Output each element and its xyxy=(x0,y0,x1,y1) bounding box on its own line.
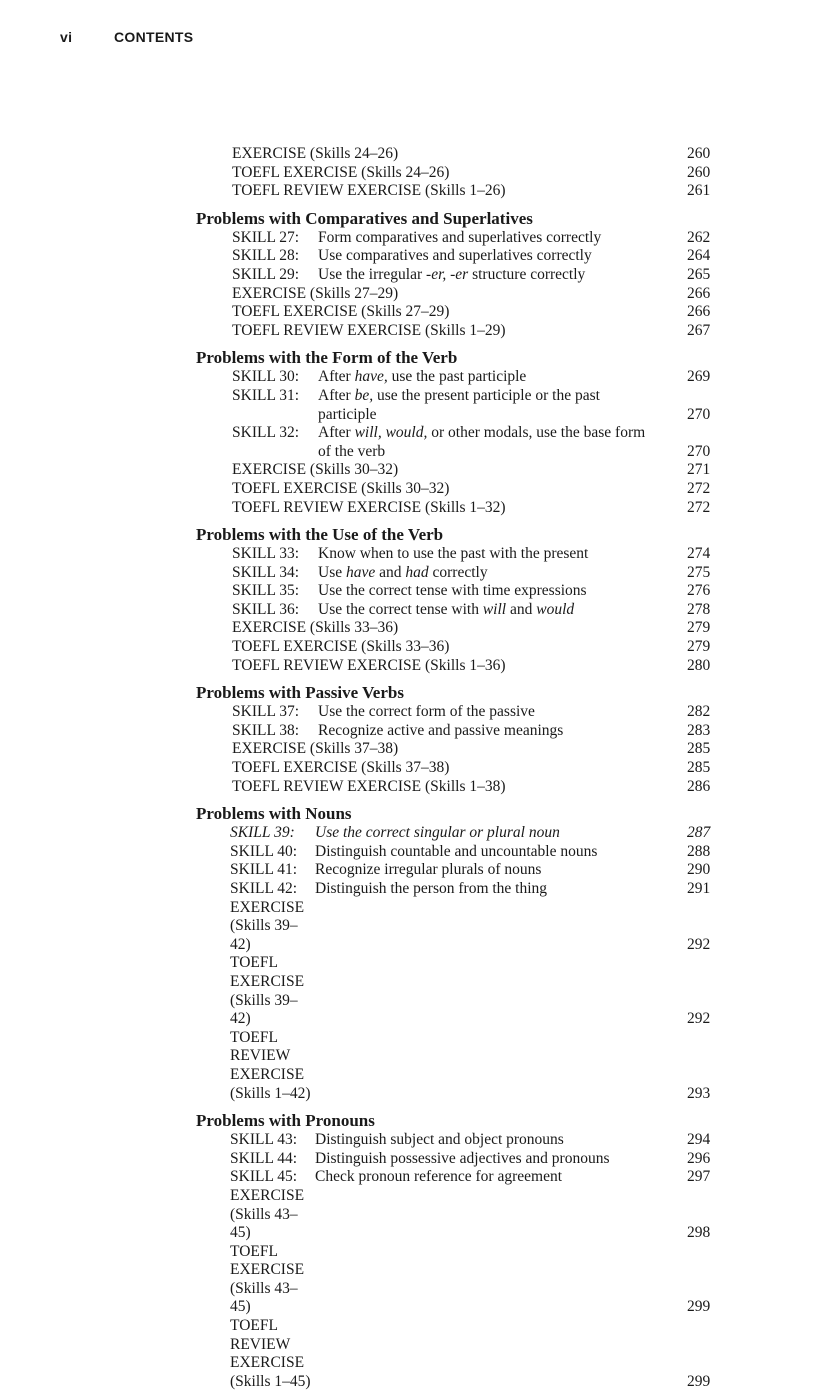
entry-label: SKILL 30: xyxy=(232,368,300,386)
entry-label: TOEFL EXERCISE (Skills 43–45) xyxy=(230,1242,305,1316)
toc-section xyxy=(196,803,736,1103)
entry-text: Recognize irregular plurals of nouns xyxy=(315,861,542,879)
toc-entry[interactable] xyxy=(196,480,736,499)
toc-entry[interactable] xyxy=(196,582,736,601)
entry-text: Distinguish possessive adjectives and pronouns xyxy=(315,1149,610,1167)
section-title[interactable]: Problems with Nouns xyxy=(196,804,352,824)
entry-page-number: 262 xyxy=(687,228,711,246)
entry-page-number: 261 xyxy=(687,182,711,200)
entry-label: TOEFL EXERCISE (Skills 39–42) xyxy=(230,954,305,1028)
entry-text: Check pronoun reference for agreement xyxy=(315,1168,563,1186)
toc-entry[interactable] xyxy=(196,1168,736,1187)
entry-text: Distinguish countable and uncountable nouns xyxy=(315,842,598,860)
entry-label: SKILL 44: xyxy=(230,1149,298,1167)
entry-text: Use have and had correctly xyxy=(318,563,488,581)
toc-entry[interactable] xyxy=(196,657,736,676)
entry-page-number: 292 xyxy=(687,935,711,953)
toc-entry[interactable] xyxy=(196,843,736,862)
entry-label: SKILL 29: xyxy=(232,265,300,283)
entry-label: SKILL 28: xyxy=(232,247,300,265)
entry-page-number: 297 xyxy=(687,1168,711,1186)
toc-entry[interactable] xyxy=(196,229,736,248)
toc-entry[interactable] xyxy=(196,880,736,899)
entry-page-number: 286 xyxy=(687,777,711,795)
toc-section xyxy=(196,208,736,341)
entry-page-number: 290 xyxy=(687,861,711,879)
toc-entry[interactable] xyxy=(196,461,736,480)
entry-label: SKILL 33: xyxy=(232,545,300,563)
entry-text: Use the irregular -er, -er structure correctly xyxy=(318,265,586,283)
toc-entry[interactable] xyxy=(196,899,736,955)
toc-entry[interactable] xyxy=(196,1029,736,1103)
entry-label: TOEFL EXERCISE (Skills 33–36) xyxy=(232,638,450,656)
entry-label: EXERCISE (Skills 27–29) xyxy=(232,284,399,302)
toc-section xyxy=(196,682,736,796)
entry-page-number: 278 xyxy=(687,600,711,618)
entry-label: TOEFL EXERCISE (Skills 24–26) xyxy=(232,163,450,181)
entry-label: TOEFL REVIEW EXERCISE (Skills 1–36) xyxy=(232,656,506,674)
entry-label: EXERCISE (Skills 33–36) xyxy=(232,619,399,637)
toc-entry[interactable] xyxy=(196,601,736,620)
entry-page-number: 299 xyxy=(687,1372,711,1390)
entry-label: EXERCISE (Skills 37–38) xyxy=(232,740,399,758)
entry-text: Form comparatives and superlatives correctly xyxy=(318,228,602,246)
entry-label: TOEFL REVIEW EXERCISE (Skills 1–45) xyxy=(230,1317,311,1390)
entry-label: TOEFL REVIEW EXERCISE (Skills 1–38) xyxy=(232,777,506,795)
toc-section xyxy=(196,347,736,517)
entry-label: TOEFL REVIEW EXERCISE (Skills 1–26) xyxy=(232,182,506,200)
entry-text: Distinguish the person from the thing xyxy=(315,880,548,897)
entry-label: SKILL 40: xyxy=(230,842,298,860)
entry-page-number: 267 xyxy=(687,321,711,339)
entry-page-number: 292 xyxy=(687,1010,711,1028)
page-number: vi xyxy=(60,29,73,45)
entry-page-number: 264 xyxy=(687,247,711,265)
entry-text: Know when to use the past with the present xyxy=(318,545,589,563)
toc-entry[interactable] xyxy=(196,424,736,461)
toc-entry[interactable] xyxy=(196,703,736,722)
section-title[interactable]: Problems with Comparatives and Superlatives xyxy=(196,208,533,228)
entry-label: SKILL 36: xyxy=(232,600,300,618)
entry-label: SKILL 42: xyxy=(230,880,298,897)
entry-page-number: 270 xyxy=(687,442,711,460)
toc-entry[interactable] xyxy=(196,1243,736,1317)
entry-page-number: 293 xyxy=(687,1084,711,1102)
toc-entry[interactable] xyxy=(196,564,736,583)
entry-label: EXERCISE (Skills 24–26) xyxy=(232,145,399,162)
toc-entry[interactable] xyxy=(196,182,736,201)
header-title: CONTENTS xyxy=(114,29,194,45)
entry-label: EXERCISE (Skills 30–32) xyxy=(232,461,399,479)
toc-entry[interactable] xyxy=(196,954,736,1028)
entry-label: TOEFL EXERCISE (Skills 37–38) xyxy=(232,759,450,777)
entry-label: SKILL 34: xyxy=(232,563,300,581)
entry-label: TOEFL REVIEW EXERCISE (Skills 1–32) xyxy=(232,498,506,516)
entry-page-number: 291 xyxy=(687,880,711,897)
toc-entry[interactable] xyxy=(196,164,736,183)
entry-label: SKILL 32: xyxy=(232,424,300,442)
toc-entry[interactable] xyxy=(196,145,736,164)
entry-page-number: 285 xyxy=(687,740,711,758)
entry-page-number: 265 xyxy=(687,265,711,283)
toc-entry[interactable] xyxy=(196,1131,736,1150)
entry-page-number: 296 xyxy=(687,1149,711,1167)
entry-page-number: 260 xyxy=(687,145,711,162)
entry-label: SKILL 41: xyxy=(230,861,298,879)
toc-entry[interactable] xyxy=(196,778,736,797)
entry-page-number: 294 xyxy=(687,1131,711,1149)
toc-entry[interactable] xyxy=(196,387,736,424)
section-title[interactable]: Problems with Passive Verbs xyxy=(196,683,404,703)
toc-entry[interactable] xyxy=(196,266,736,285)
entry-page-number: 260 xyxy=(687,163,711,181)
entry-label: SKILL 39: xyxy=(230,824,295,842)
entry-label: SKILL 45: xyxy=(230,1168,298,1186)
entry-text: Use comparatives and superlatives correctly xyxy=(318,247,592,265)
toc-section xyxy=(196,524,736,675)
section-title[interactable]: Problems with the Use of the Verb xyxy=(196,525,444,545)
toc-entry[interactable] xyxy=(196,1187,736,1243)
entry-page-number: 298 xyxy=(687,1224,711,1242)
entry-page-number: 288 xyxy=(687,842,711,860)
entry-page-number: 283 xyxy=(687,721,711,739)
entry-page-number: 276 xyxy=(687,582,711,600)
toc-entry[interactable] xyxy=(196,759,736,778)
entry-page-number: 280 xyxy=(687,656,711,674)
toc-continuation xyxy=(196,145,736,201)
toc-entry[interactable] xyxy=(196,303,736,322)
entry-page-number: 279 xyxy=(687,638,711,656)
entry-page-number: 274 xyxy=(687,545,711,563)
entry-label: TOEFL REVIEW EXERCISE (Skills 1–29) xyxy=(232,321,506,339)
entry-label: SKILL 38: xyxy=(232,721,300,739)
running-header xyxy=(60,29,193,45)
entry-label: SKILL 37: xyxy=(232,703,300,721)
toc-entry[interactable] xyxy=(196,545,736,564)
entry-label: TOEFL EXERCISE (Skills 27–29) xyxy=(232,303,450,321)
entry-label: SKILL 27: xyxy=(232,228,300,246)
section-title[interactable]: Problems with the Form of the Verb xyxy=(196,348,458,368)
entry-page-number: 285 xyxy=(687,759,711,777)
entry-page-number: 271 xyxy=(687,461,711,479)
section-title[interactable]: Problems with Pronouns xyxy=(196,1111,375,1131)
entry-label: EXERCISE (Skills 43–45) xyxy=(230,1186,305,1242)
entry-label: SKILL 43: xyxy=(230,1131,298,1149)
toc-entry[interactable] xyxy=(196,1317,736,1391)
entry-page-number: 299 xyxy=(687,1298,711,1316)
entry-page-number: 272 xyxy=(687,479,711,497)
toc-entry[interactable] xyxy=(196,1150,736,1169)
entry-text: Use the correct tense with time expressions xyxy=(318,582,587,600)
entry-label: TOEFL REVIEW EXERCISE (Skills 1–42) xyxy=(230,1028,311,1102)
entry-page-number: 279 xyxy=(687,619,711,637)
entry-label: SKILL 35: xyxy=(232,582,300,600)
entry-label: SKILL 31: xyxy=(232,386,300,404)
toc-entry[interactable] xyxy=(196,740,736,759)
toc-entry[interactable] xyxy=(196,824,736,843)
entry-page-number: 272 xyxy=(687,498,711,516)
entry-text: After have, use the past participle xyxy=(318,368,527,386)
toc-entry[interactable] xyxy=(196,722,736,741)
entry-page-number: 266 xyxy=(687,303,711,321)
entry-text: Use the correct form of the passive xyxy=(318,703,535,721)
entry-text: Recognize active and passive meanings xyxy=(318,721,564,739)
entry-page-number: 287 xyxy=(687,824,711,842)
toc-entry[interactable] xyxy=(196,499,736,518)
toc-entry[interactable] xyxy=(196,619,736,638)
toc-entry[interactable] xyxy=(196,285,736,304)
toc-entry[interactable] xyxy=(196,861,736,880)
toc-entry[interactable] xyxy=(196,638,736,657)
entry-text: Use the correct singular or plural noun xyxy=(315,824,560,842)
entry-text: Use the correct tense with will and would xyxy=(318,600,575,618)
entry-page-number: 266 xyxy=(687,284,711,302)
entry-page-number: 270 xyxy=(687,405,711,423)
toc-entry[interactable] xyxy=(196,322,736,341)
entry-page-number: 275 xyxy=(687,563,711,581)
entry-text: After will, would, or other modals, use the base form of the verb xyxy=(318,424,646,460)
entry-text: After be, use the present participle or the past participle xyxy=(318,386,600,423)
entry-page-number: 282 xyxy=(687,703,711,721)
entry-text: Distinguish subject and object pronouns xyxy=(315,1131,564,1149)
toc-section xyxy=(196,1110,736,1391)
toc-entry[interactable] xyxy=(196,247,736,266)
table-of-contents xyxy=(196,145,736,1398)
entry-label: TOEFL EXERCISE (Skills 30–32) xyxy=(232,479,450,497)
toc-entry[interactable] xyxy=(196,368,736,387)
entry-page-number: 269 xyxy=(687,368,711,386)
entry-label: EXERCISE (Skills 39–42) xyxy=(230,898,305,953)
